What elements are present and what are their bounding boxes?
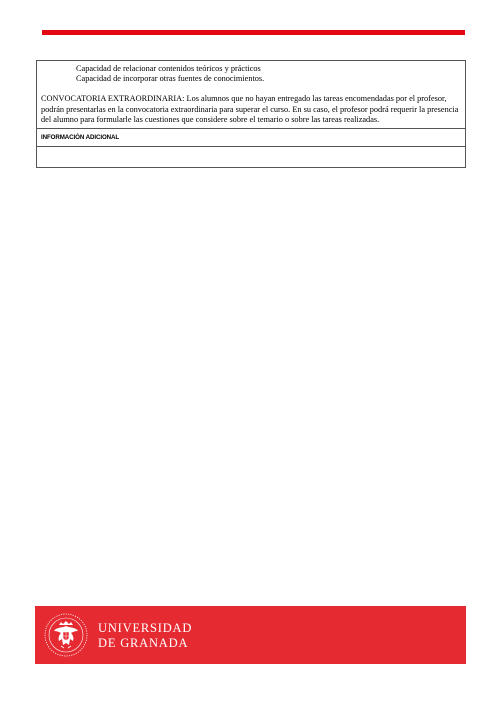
content-table: [36, 60, 466, 168]
criteria-item: Capacidad de relacionar contenidos teóricos y prácticos: [76, 64, 261, 73]
university-name: [98, 621, 192, 651]
extraordinary-paragraph: CONVOCATORIA EXTRAORDINARIA: Los alumnos que no hayan entregado las tareas encomendadas por el profesor, podrán presentarlas en la convocatoria extraordinaria para superar el curso. En su caso, el profesor podrá requerir la presencia del alumno para formularle las cuestiones que considere sobre el temario o sobre las tareas realizadas.: [41, 94, 459, 124]
additional-info-header: INFORMACIÓN ADICIONAL: [37, 128, 465, 146]
evaluation-content: [37, 61, 465, 128]
criteria-item: Capacidad de incorporar otras fuentes de conocimientos.: [76, 74, 265, 84]
university-seal-icon: [43, 612, 89, 658]
university-name-line2: DE GRANADA: [98, 636, 189, 650]
top-accent-bar: [42, 30, 465, 35]
university-name-line1: UNIVERSIDAD: [98, 621, 193, 635]
additional-info-body: [37, 146, 465, 167]
university-footer: [35, 606, 466, 664]
